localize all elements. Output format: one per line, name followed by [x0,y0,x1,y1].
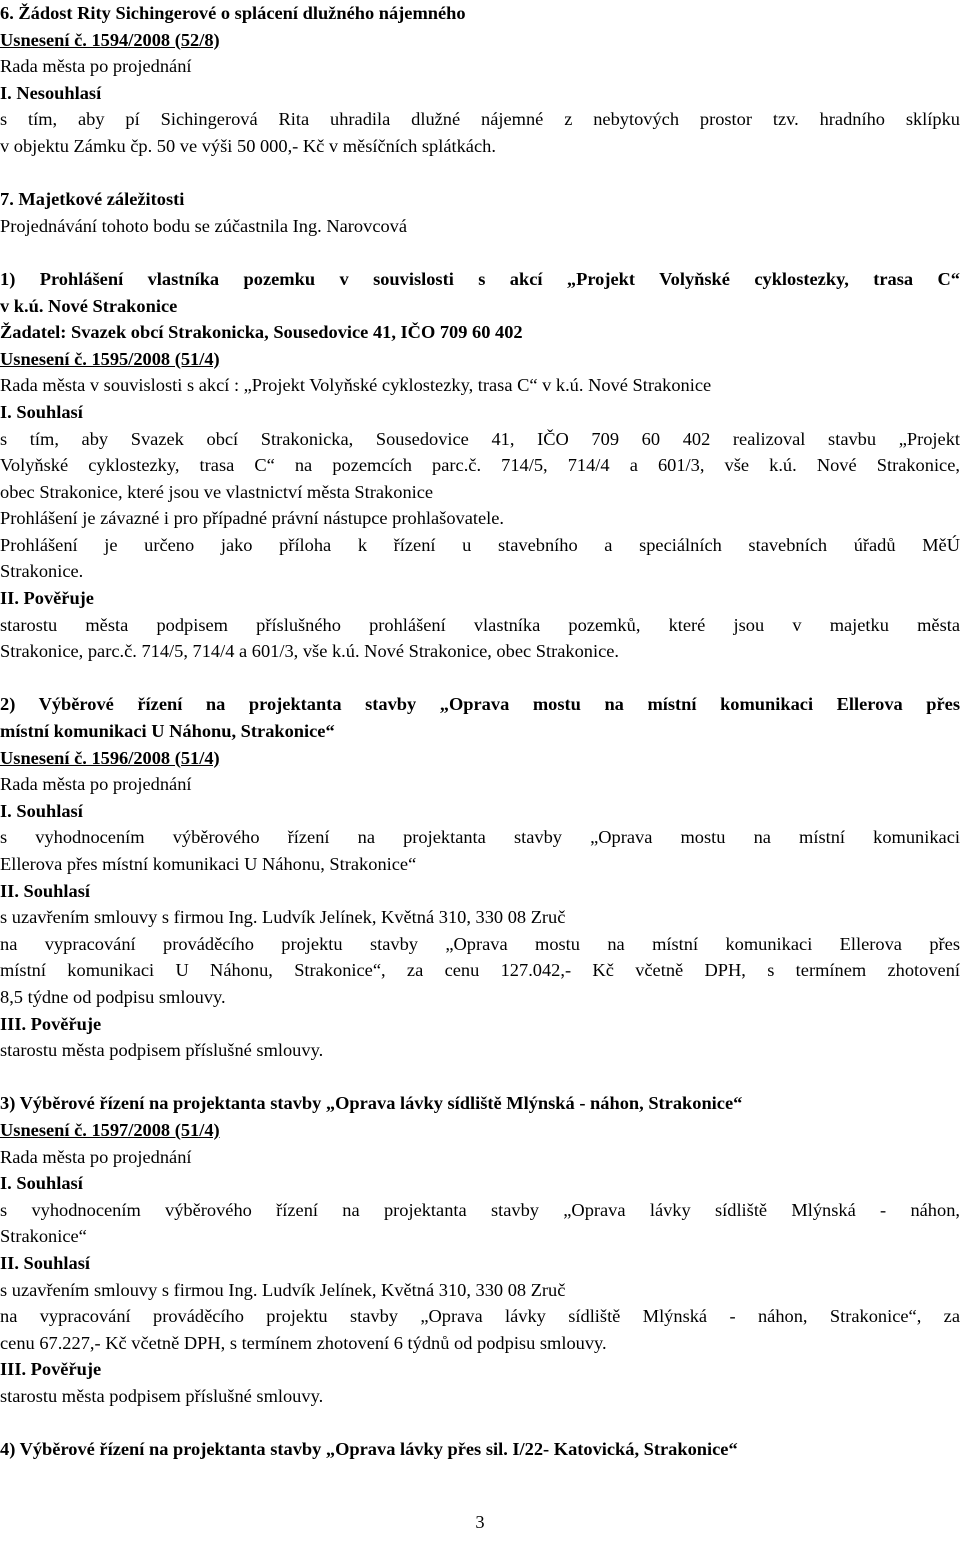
paragraph-line: s tím, aby Svazek obcí Strakonicka, Sousedovice 41, IČO 709 60 402 realizoval stavbu „Projekt [0,428,960,449]
resolution-point: II. Souhlasí [0,1252,90,1273]
council-statement: Rada města po projednání [0,56,192,77]
resolution-point: I. Souhlasí [0,401,83,422]
paragraph-line: s uzavřením smlouvy s firmou Ing. Ludvík Jelínek, Květná 310, 330 08 Zruč [0,1279,566,1300]
resolution-point: II. Pověřuje [0,588,94,609]
paragraph-line: s uzavřením smlouvy s firmou Ing. Ludvík Jelínek, Květná 310, 330 08 Zruč [0,907,566,928]
paragraph-line: starostu města podpisem příslušného prohlášení vlastníka pozemků, které jsou v majetku města [0,614,960,635]
resolution-point: I. Souhlasí [0,800,83,821]
paragraph-line: 8,5 týdne od podpisu smlouvy. [0,986,226,1007]
applicant: Žadatel: Svazek obcí Strakonicka, Sousedovice 41, IČO 709 60 402 [0,322,523,343]
paragraph-line: na vypracování prováděcího projektu stavby „Oprava mostu na místní komunikaci Ellerova přes [0,933,960,954]
paragraph-line: obec Strakonice, které jsou ve vlastnictví města Strakonice [0,481,434,502]
spacer [0,665,960,692]
item-title: 1) Prohlášení vlastníka pozemku v souvislosti s akcí „Projekt Volyňské cyklostezky, trasa C“ [0,268,960,289]
paragraph-line: Strakonice, parc.č. 714/5, 714/4 a 601/3, vše k.ú. Nové Strakonice, obec Strakonice. [0,641,619,662]
resolution-number: Usnesení č. 1594/2008 (52/8) [0,29,220,50]
paragraph-line: Ellerova přes místní komunikaci U Náhonu, Strakonice“ [0,854,417,874]
item-title: 4) Výběrové řízení na projektanta stavby „Oprava lávky přes sil. I/22- Katovická, Strakonice“ [0,1439,738,1460]
paragraph-line: cenu 67.227,- Kč včetně DPH, s termínem zhotovení 6 týdnů od podpisu smlouvy. [0,1332,607,1353]
spacer [0,239,960,266]
paragraph-line: s vyhodnocením výběrového řízení na projektanta stavby „Oprava lávky sídliště Mlýnská - náhon, [0,1199,960,1220]
resolution-point: I. Nesouhlasí [0,82,102,103]
paragraph-line: na vypracování prováděcího projektu stavby „Oprava lávky sídliště Mlýnská - náhon, Strakonice“, za [0,1306,960,1327]
spacer [0,1409,960,1436]
attendee-note: Projednávání tohoto bodu se zúčastnila Ing. Narovcová [0,215,408,236]
paragraph-line: Strakonice. [0,561,84,582]
section-heading: 6. Žádost Rity Sichingerové o splácení dlužného nájemného [0,3,466,23]
resolution-point: III. Pověřuje [0,1013,102,1034]
item-title: 3) Výběrové řízení na projektanta stavby „Oprava lávky sídliště Mlýnská - náhon, Strakonice“ [0,1093,743,1114]
resolution-point: II. Souhlasí [0,880,90,901]
resolution-number: Usnesení č. 1595/2008 (51/4) [0,348,220,369]
paragraph-line: Prohlášení je určeno jako příloha k řízení u stavebního a speciálních stavebních úřadů MěÚ [0,534,960,555]
paragraph-line: Volyňské cyklostezky, trasa C“ na pozemcích parc.č. 714/5, 714/4 a 601/3, vše k.ú. Nové Strakonice, [0,455,960,476]
section-heading: 7. Majetkové záležitosti [0,189,185,210]
paragraph-line: starostu města podpisem příslušné smlouvy. [0,1385,324,1406]
item-title: v k.ú. Nové Strakonice [0,295,178,316]
paragraph-line: Strakonice“ [0,1226,87,1247]
resolution-point: III. Pověřuje [0,1359,102,1380]
item-title: 2) Výběrové řízení na projektanta stavby „Oprava mostu na místní komunikaci Ellerova přes [0,694,960,715]
paragraph-line: Prohlášení je závazné i pro případné právní nástupce prohlašovatele. [0,508,505,529]
paragraph-line: v objektu Zámku čp. 50 ve výši 50 000,- Kč v měsíčních splátkách. [0,135,496,156]
council-statement: Rada města po projednání [0,774,192,795]
page-number: 3 [475,1512,485,1532]
item-title: místní komunikaci U Náhonu, Strakonice“ [0,721,335,742]
resolution-number: Usnesení č. 1596/2008 (51/4) [0,747,220,768]
resolution-point: I. Souhlasí [0,1173,83,1194]
paragraph-line: s vyhodnocením výběrového řízení na projektanta stavby „Oprava mostu na místní komunikaci [0,827,960,848]
paragraph-line: místní komunikaci U Náhonu, Strakonice“, za cenu 127.042,- Kč včetně DPH, s termínem zhotovení [0,960,960,981]
spacer [0,160,960,187]
council-statement: Rada města po projednání [0,1146,192,1167]
paragraph-line: s tím, aby pí Sichingerová Rita uhradila dlužné nájemné z nebytových prostor tzv. hradního sklípku [0,109,960,130]
resolution-number: Usnesení č. 1597/2008 (51/4) [0,1119,220,1140]
spacer [0,1064,960,1091]
council-statement: Rada města v souvislosti s akcí : „Projekt Volyňské cyklostezky, trasa C“ v k.ú. Nové Strakonice [0,375,712,396]
paragraph-line: starostu města podpisem příslušné smlouvy. [0,1040,324,1061]
